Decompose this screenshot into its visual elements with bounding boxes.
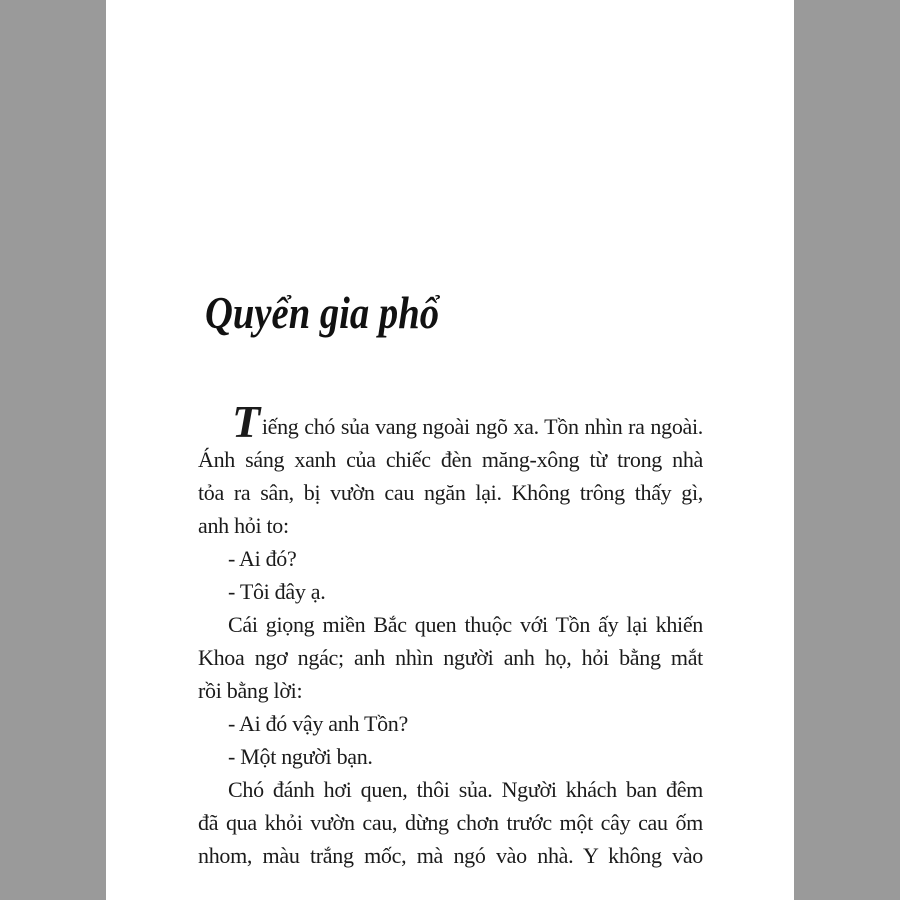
- dialogue-line: - Ai đó vậy anh Tồn?: [228, 711, 408, 736]
- text-line: rồi bằng lời:: [198, 678, 303, 703]
- text-line: anh hỏi to:: [198, 513, 289, 538]
- book-page: [106, 0, 794, 900]
- dialogue-line: - Một người bạn.: [228, 744, 373, 769]
- dialogue-line: - Ai đó?: [228, 546, 297, 571]
- text-line: Cái giọng miền Bắc quen thuộc với Tồn ấy lại khiến: [228, 612, 703, 637]
- text-line: [198, 396, 703, 447]
- text-line: Chó đánh hơi quen, thôi sủa. Người khách ban đêm: [228, 777, 703, 802]
- text-line: nhom, màu trắng mốc, mà ngó vào nhà. Y không vào: [198, 843, 703, 868]
- letterbox-left: [0, 0, 106, 900]
- text-line: tỏa ra sân, bị vườn cau ngăn lại. Không trông thấy gì,: [198, 480, 703, 505]
- text-line: Ánh sáng xanh của chiếc đèn măng-xông từ trong nhà: [198, 447, 703, 472]
- dropcap-initial: T: [232, 396, 260, 447]
- text-line-content: iếng chó sủa vang ngoài ngõ xa. Tồn nhìn ra ngoài.: [261, 414, 703, 439]
- dialogue-line: - Tôi đây ạ.: [228, 579, 326, 604]
- letterbox-right: [794, 0, 900, 900]
- text-line: đã qua khỏi vườn cau, dừng chơn trước một cây cau ốm: [198, 810, 703, 835]
- text-line: Khoa ngơ ngác; anh nhìn người anh họ, hỏi bằng mắt: [198, 645, 703, 670]
- chapter-title: Quyển gia phổ: [205, 287, 440, 338]
- body-text: [198, 396, 703, 872]
